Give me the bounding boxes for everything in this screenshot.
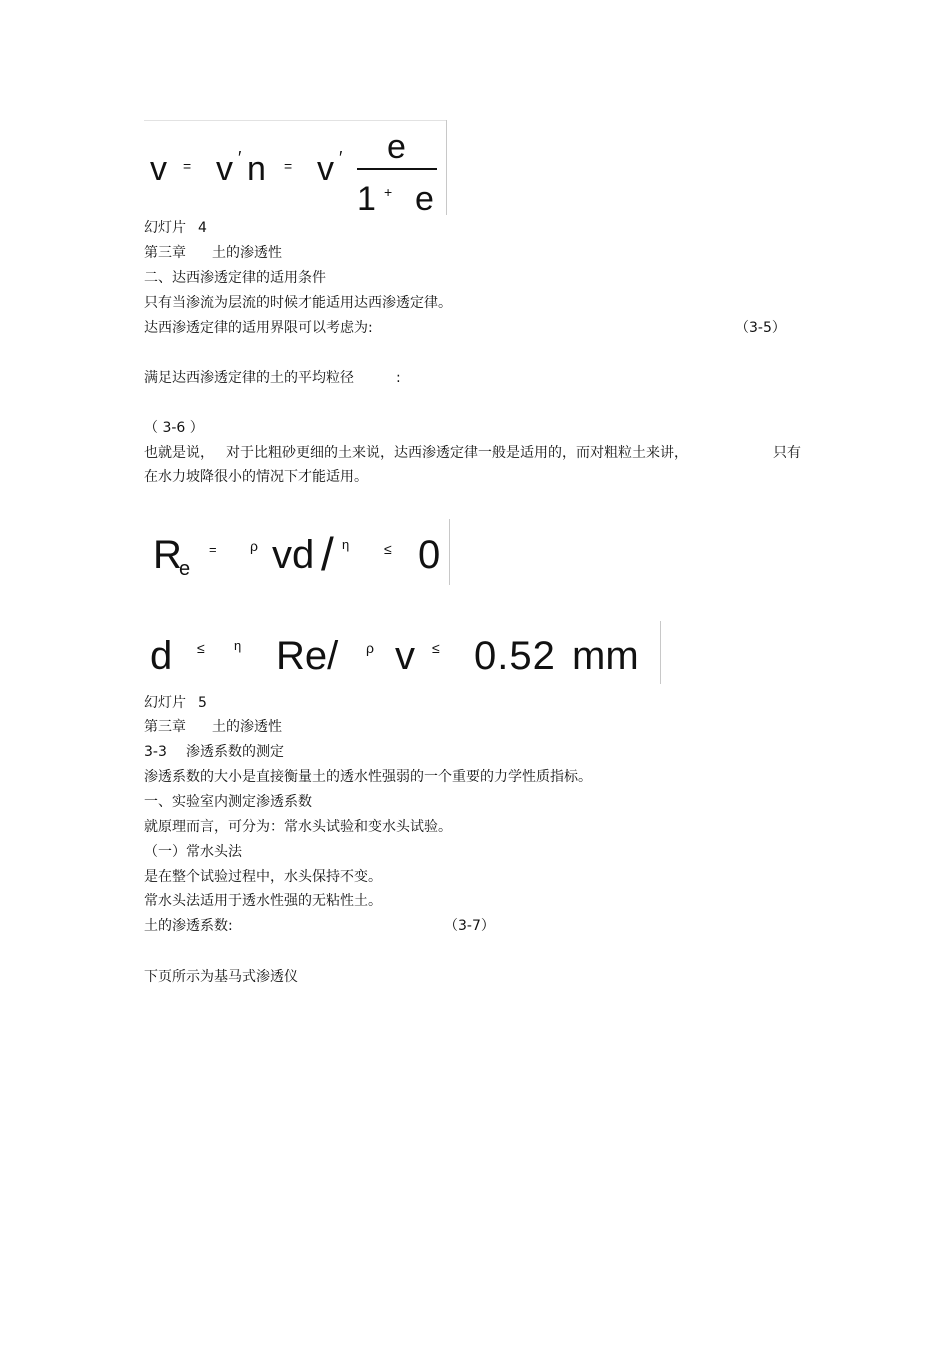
paragraph-line: 是在整个试验过程中，水头保持不变。 <box>144 869 382 885</box>
eq1-numerator: e <box>387 128 406 166</box>
chapter-label: 第三章 <box>144 719 186 735</box>
eq1-equals-a: = <box>183 158 192 174</box>
eq1-v: v <box>150 150 167 188</box>
paragraph-line: 下页所示为基马式渗透仪 <box>144 969 298 985</box>
eq2-vd: vd <box>272 533 315 577</box>
eq2-zero: 0 <box>418 533 441 577</box>
paragraph-line: 只有当渗流为层流的时候才能适用达西渗透定律。 <box>144 295 452 311</box>
eq1-n: n <box>247 150 266 188</box>
section-heading: 二、达西渗透定律的适用条件 <box>144 270 326 286</box>
eq1-fraction-bar <box>357 168 437 170</box>
eq2-slash: / <box>321 528 334 580</box>
eq2-le: ≤ <box>384 541 392 557</box>
slide-label: 幻灯片 <box>144 220 186 236</box>
paragraph-line: 达西渗透定律的适用界限可以考虑为: <box>144 320 373 336</box>
subsection-heading: 一、实验室内测定渗透系数 <box>144 794 312 810</box>
section-title: 渗透系数的测定 <box>186 744 284 760</box>
eq1-plus: + <box>384 184 393 200</box>
eq3-eta: η <box>234 638 242 653</box>
eq1-prime-b: ′ <box>339 148 343 168</box>
eq1-den-one: 1 <box>357 180 376 218</box>
eq2-eta: η <box>342 537 350 552</box>
paragraph-line: 也就是说， <box>144 445 214 461</box>
slide-number: 4 <box>198 220 207 236</box>
eq1-equals-b: = <box>284 158 293 174</box>
eq3-v: v <box>395 634 415 678</box>
eq1-den-e: e <box>415 180 434 218</box>
eq2-sub-e: e <box>179 558 191 580</box>
slide-label: 幻灯片 <box>144 695 186 711</box>
chapter-title: 土的渗透性 <box>212 245 282 261</box>
paragraph-line: 对于比粗砂更细的土来说，达西渗透定律一般是适用的，而对粗粒土来讲， <box>226 445 688 461</box>
eq3-d: d <box>150 634 173 678</box>
paragraph-line: 渗透系数的大小是直接衡量土的透水性强弱的一个重要的力学性质指标。 <box>144 769 592 785</box>
eq3-le-a: ≤ <box>197 640 205 656</box>
paragraph-line: 常水头法适用于透水性强的无粘性土。 <box>144 893 382 909</box>
paragraph-line: 土的渗透系数: <box>144 918 233 934</box>
eq2-equals: = <box>209 542 217 557</box>
eq3-right-rule <box>660 621 661 684</box>
paragraph-line: 只有 <box>773 445 801 461</box>
eq2-R: R <box>153 533 182 577</box>
eq2-right-rule <box>449 519 450 585</box>
paragraph-line: 满足达西渗透定律的土的平均粒径 <box>144 370 354 386</box>
equation-number: （3-5） <box>735 320 786 336</box>
eq1-top-rule <box>144 120 446 121</box>
eq3-unit: mm <box>572 634 639 678</box>
eq2-rho: ρ <box>250 538 258 554</box>
eq1-v-prime: v <box>216 150 233 188</box>
eq1-v2: v <box>317 150 334 188</box>
paragraph-line: 就原理而言，可分为：常水头试验和变水头试验。 <box>144 819 452 835</box>
eq1-prime-a: ′ <box>238 148 242 168</box>
subsection-heading: （一）常水头法 <box>144 844 242 860</box>
paragraph-line: 在水力坡降很小的情况下才能适用。 <box>144 469 368 485</box>
section-number: 3-3 <box>144 744 167 760</box>
paragraph-colon: : <box>396 370 401 386</box>
eq3-value: 0.52 <box>474 634 556 678</box>
eq3-le-b: ≤ <box>432 640 440 656</box>
equation-number: （ 3-6 ） <box>144 420 204 436</box>
equation-number: （3-7） <box>444 918 495 934</box>
chapter-title: 土的渗透性 <box>212 719 282 735</box>
eq1-right-rule <box>446 120 447 215</box>
eq3-rho: ρ <box>366 640 374 656</box>
chapter-label: 第三章 <box>144 245 186 261</box>
eq3-re-slash: Re/ <box>276 634 339 678</box>
slide-number: 5 <box>198 695 207 711</box>
